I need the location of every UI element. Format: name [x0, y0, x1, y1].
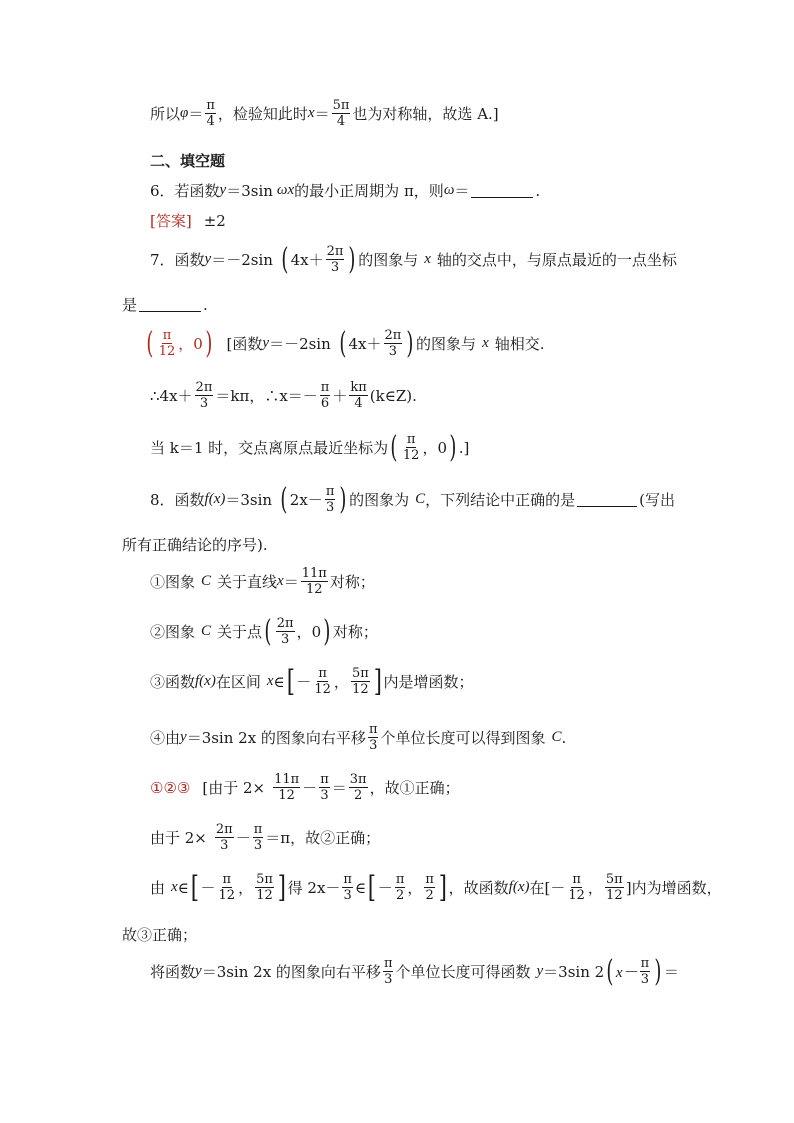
answer-blank — [577, 492, 637, 507]
question-8-option-1: ①图象 C 关于直线 x ＝ $\frac{11\pi}{12}$ 对称； — [150, 566, 375, 597]
question-8-solution-5: 将函数 y ＝3sin 2x 的图象向右平移 $\frac{\pi}{3}$ 个单位长度可得函数 y ＝3sin 2 ( x－ $\frac{\pi}{3}$ ) ＝ — [150, 953, 679, 989]
question-8-solution-2: 由于 2× $\frac{2\pi}{3}$ － $\frac{\pi}{3}$ ＝π，故②正确； — [150, 822, 381, 853]
question-7: 7．函数 y ＝－2sin ( 4x＋ $\frac{2\pi}{3}$ ) 的图象与 x 轴的交点中，与原点最近的一点坐标 — [150, 241, 677, 277]
question-6: 6．若函数 y ＝3sin ωx 的最小正周期为 π，则 ω ＝ . — [150, 181, 541, 200]
solution-line-q5-end: 所以 φ ＝ $\frac{\pi}{4}$ ，检验知此时 x ＝ $\frac{5\pi}{4}$ 也为对称轴，故选 A.] — [150, 98, 499, 129]
answer-blank — [139, 297, 201, 312]
question-8: 8．函数 f(x) ＝3sin ( 2x－ $\frac{\pi}{3}$ ) 的图象为 C ，下列结论中正确的是 (写出 — [150, 481, 675, 517]
answer-point: ( $\frac{\pi}{12}$ ，0 ) — [146, 325, 213, 361]
question-8-option-2: ②图象 C 关于点 ( $\frac{2\pi}{3}$ ，0 ) 对称； — [150, 613, 378, 649]
question-8-cont: 所有正确结论的序号). — [122, 536, 268, 554]
question-6-answer: [答案] ±2 — [150, 211, 226, 230]
question-7-cont: 是 . — [122, 295, 208, 314]
answer-label: [答案] — [150, 212, 192, 230]
question-8-solution-4: 故③正确； — [122, 926, 198, 944]
question-8-option-3: ③函数 f(x) 在区间 x ∈ [ － $\frac{\pi}{12}$ ， $\frac{5\pi}{12}$ ] 内是增函数； — [150, 663, 474, 699]
answer-choices: ①②③ — [150, 778, 191, 797]
section-heading: 二、填空题 — [150, 152, 226, 170]
question-7-solution-3: 当 k＝1 时，交点离原点最近坐标为 ( $\frac{\pi}{12}$ ，0 ) .] — [150, 429, 470, 465]
question-8-solution-1: ①②③ [由于 2× $\frac{11\pi}{12}$ － $\frac{\pi}{3}$ ＝ $\frac{3\pi}{2}$ ，故①正确； — [150, 772, 460, 803]
question-8-solution-3: 由 x ∈ [ － $\frac{\pi}{12}$ ， $\frac{5\pi}{12}$ ] 得 2x－ $\frac{\pi}{3}$ ∈ [ － $\frac{\pi}{2}$ ， $\frac{\pi}{2}$ ] ，故函数 f(x) 在[－ $\frac{\pi}{12}$ ， $\frac{5\pi}{12}$ ]内为增函数， — [150, 869, 722, 905]
fraction: $\frac{5\pi}{4}$ — [332, 98, 350, 129]
answer-blank — [471, 183, 533, 198]
question-7-solution-2: ∴4x＋ $\frac{2\pi}{3}$ ＝kπ，∴x＝－ $\frac{\pi}{6}$ ＋ $\frac{k\pi}{4}$ (k∈Z). — [150, 380, 417, 411]
question-8-option-4: ④由 y ＝3sin 2x 的图象向右平移 $\frac{\pi}{3}$ 个单位长度可以得到图象 C . — [150, 722, 567, 753]
question-7-solution: ( $\frac{\pi}{12}$ ，0 ) [函数 y ＝－2sin ( 4x＋ $\frac{2\pi}{3}$ ) 的图象与 x 轴相交. — [144, 328, 545, 359]
fraction: $\frac{\pi}{4}$ — [206, 98, 215, 129]
